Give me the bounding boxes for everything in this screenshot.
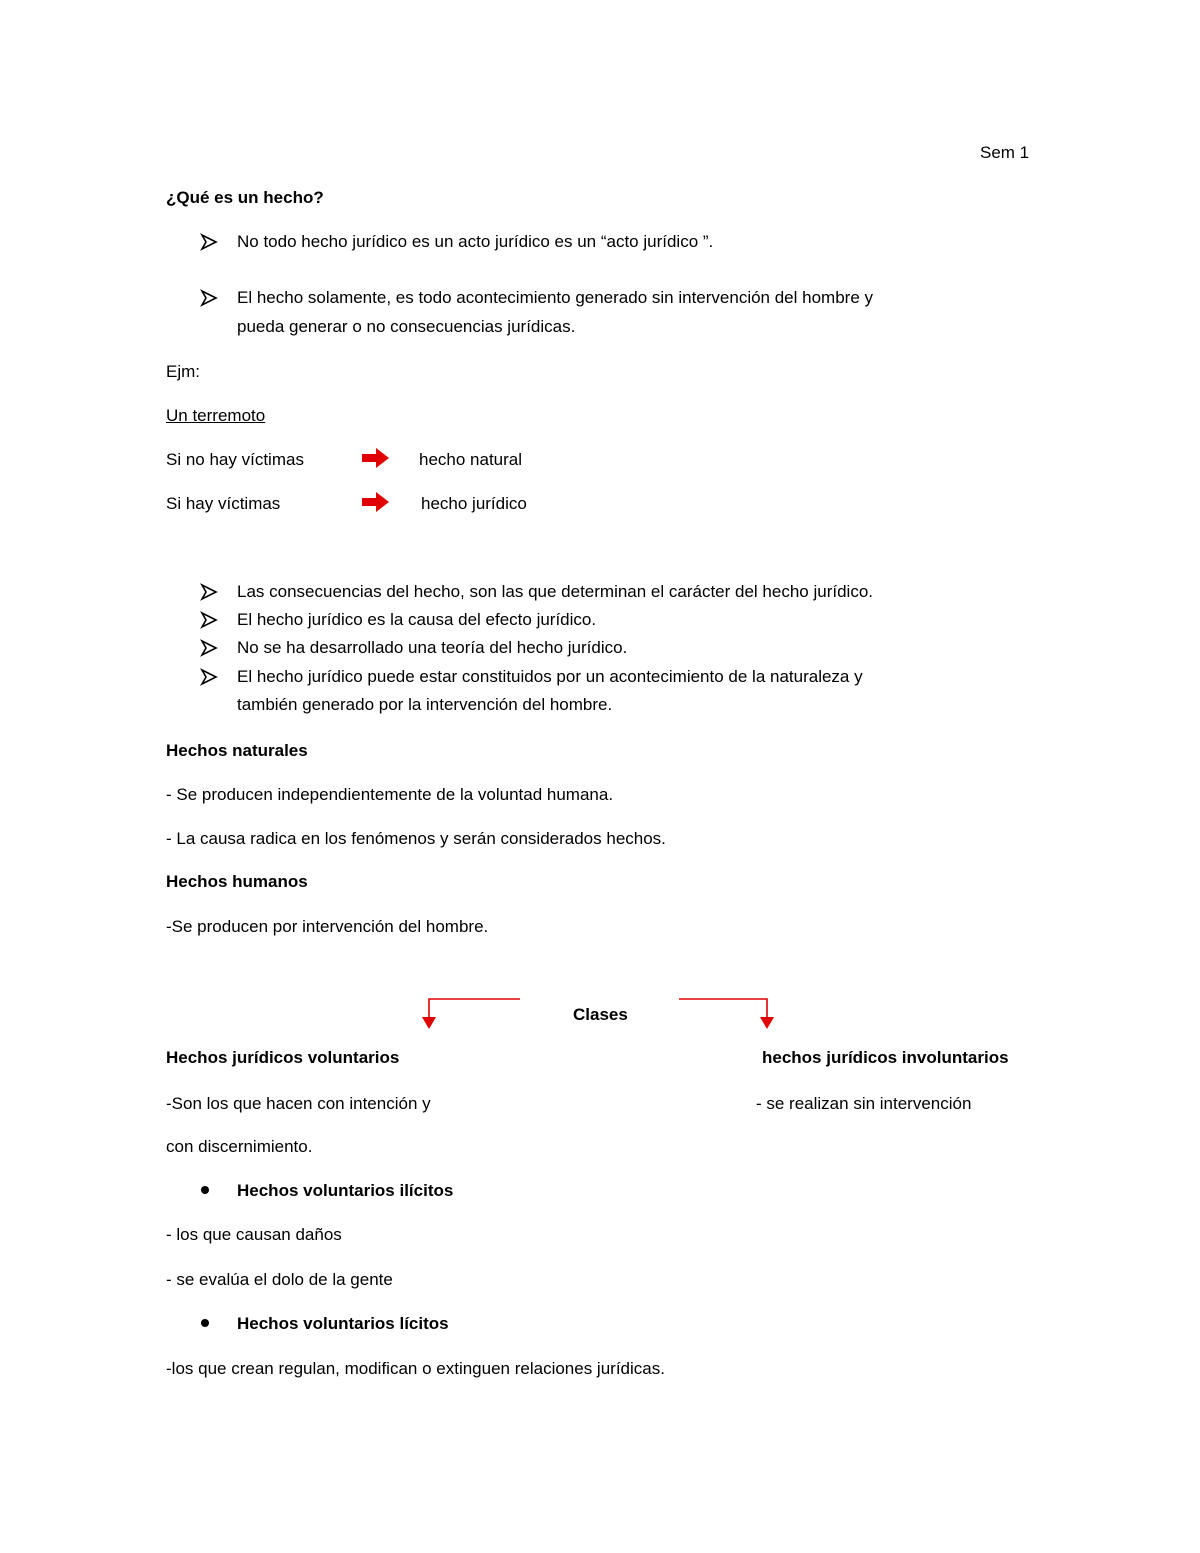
section-title: ¿Qué es un hecho? [166, 188, 324, 207]
arrowhead-bullet-icon [200, 289, 218, 307]
bullet-text: No todo hecho jurídico es un acto jurídico es un “acto jurídico ”. [237, 232, 714, 251]
example-result: hecho jurídico [421, 494, 527, 513]
subsection-heading: Hechos voluntarios lícitos [237, 1314, 449, 1333]
voluntary-heading: Hechos jurídicos voluntarios [166, 1048, 400, 1067]
arrowhead-bullet-icon [200, 583, 218, 601]
page-label: Sem 1 [980, 143, 1030, 162]
right-arrow-icon [360, 491, 390, 513]
bullet-text-continued: también generado por la intervención del hombre. [237, 695, 613, 714]
example-label: Ejm: [166, 362, 200, 381]
example-condition: Si hay víctimas [166, 494, 281, 513]
paragraph-line: - Se producen independientemente de la voluntad humana. [166, 785, 614, 804]
example-condition: Si no hay víctimas [166, 450, 304, 469]
bullet-text: El hecho jurídico puede estar constituidos por un acontecimiento de la naturaleza y [237, 667, 863, 686]
bullet-text: El hecho jurídico es la causa del efecto jurídico. [237, 610, 597, 629]
arrowhead-bullet-icon [200, 611, 218, 629]
bullet-dot-icon [201, 1319, 209, 1327]
section-heading: Hechos humanos [166, 872, 308, 891]
paragraph-line: - los que causan daños [166, 1225, 342, 1244]
paragraph-line: con discernimiento. [166, 1137, 313, 1156]
paragraph-line: - se evalúa el dolo de la gente [166, 1270, 393, 1289]
paragraph-line: - se realizan sin intervención [756, 1094, 972, 1113]
bullet-text-continued: pueda generar o no consecuencias jurídicas. [237, 317, 576, 336]
right-arrow-icon [360, 447, 390, 469]
bullet-text: No se ha desarrollado una teoría del hecho jurídico. [237, 638, 628, 657]
classes-label: Clases [573, 1005, 628, 1024]
arrowhead-bullet-icon [200, 233, 218, 251]
example-result: hecho natural [419, 450, 523, 469]
example-title: Un terremoto [166, 406, 266, 425]
involuntary-heading: hechos jurídicos involuntarios [762, 1048, 1009, 1067]
bullet-dot-icon [201, 1186, 209, 1194]
paragraph-line: -Se producen por intervención del hombre. [166, 917, 489, 936]
paragraph-line: - La causa radica en los fenómenos y serán considerados hechos. [166, 829, 666, 848]
arrowhead-bullet-icon [200, 668, 218, 686]
arrowhead-bullet-icon [200, 639, 218, 657]
paragraph-line: -los que crean regulan, modifican o extinguen relaciones jurídicas. [166, 1359, 665, 1378]
bullet-text: Las consecuencias del hecho, son las que determinan el carácter del hecho jurídico. [237, 582, 873, 601]
bullet-text: El hecho solamente, es todo acontecimiento generado sin intervención del hombre y [237, 288, 873, 307]
subsection-heading: Hechos voluntarios ilícitos [237, 1181, 454, 1200]
section-heading: Hechos naturales [166, 741, 308, 760]
paragraph-line: -Son los que hacen con intención y [166, 1094, 431, 1113]
